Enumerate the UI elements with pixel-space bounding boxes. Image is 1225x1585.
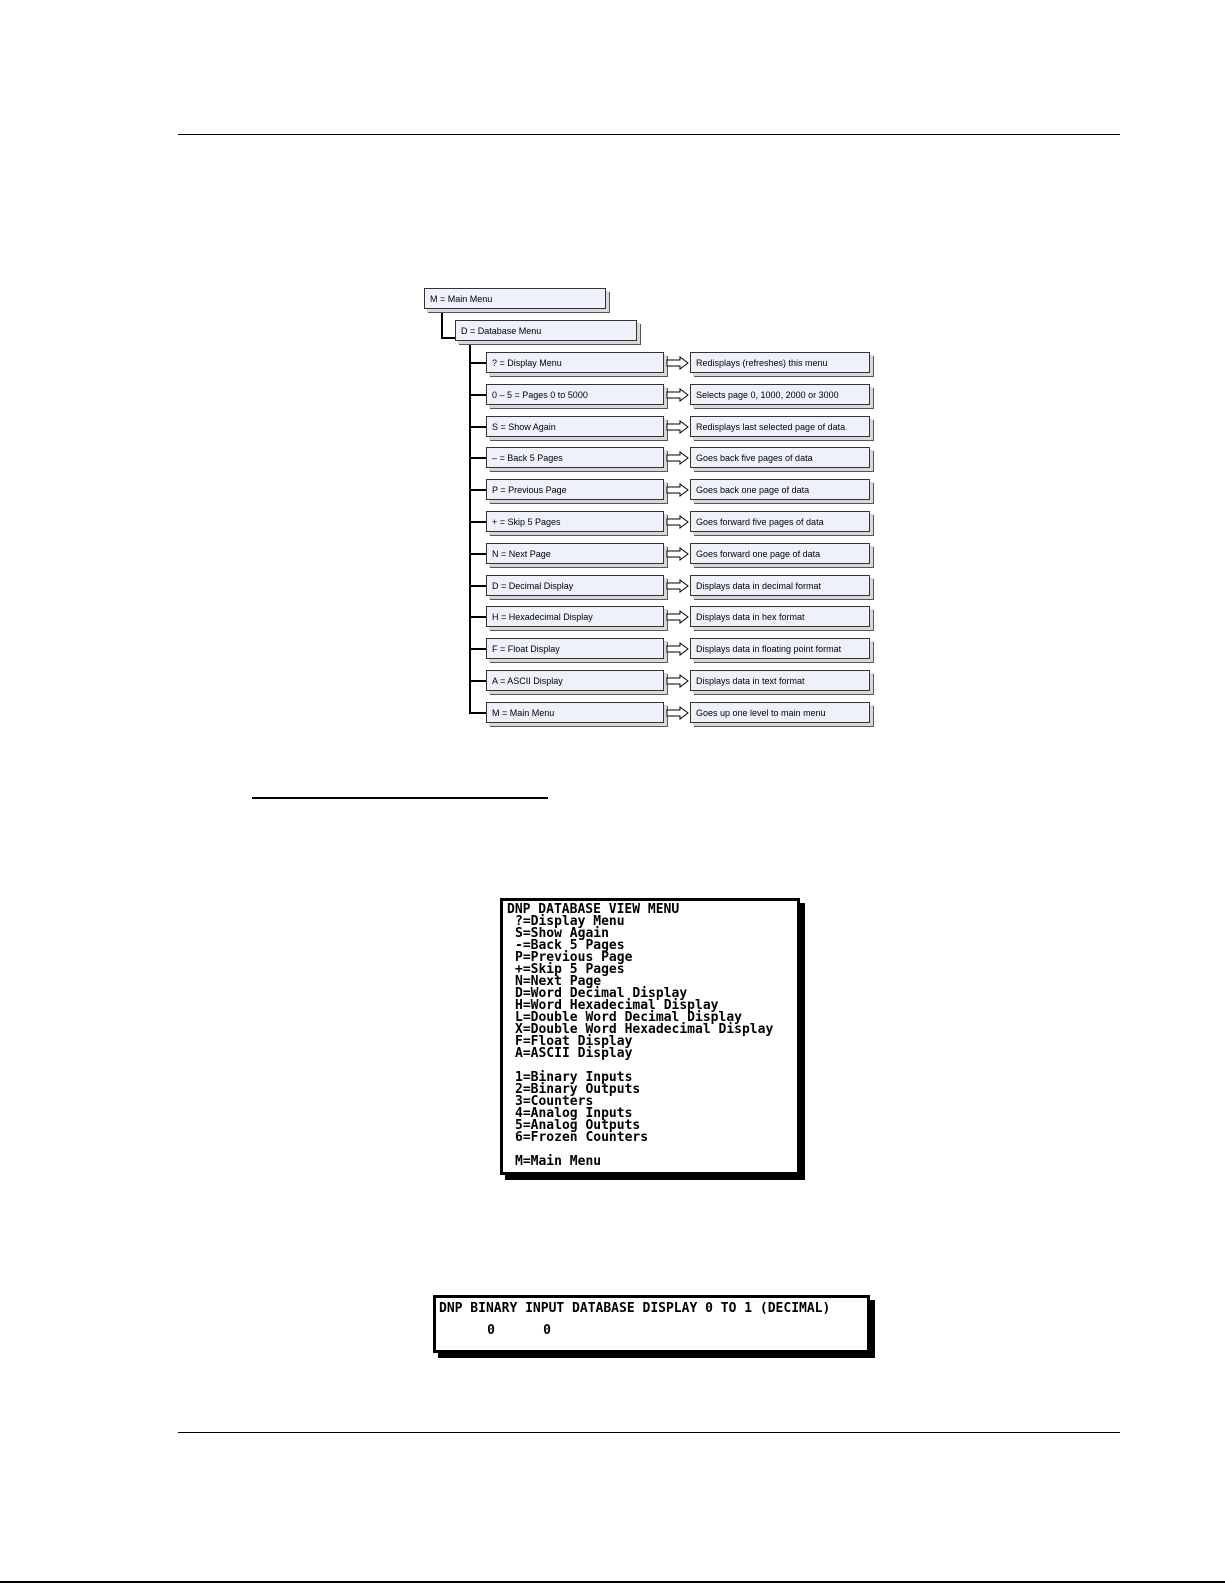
terminal-option: N=Next Page [515, 974, 602, 989]
terminal-option: H=Word Hexadecimal Display [515, 998, 719, 1013]
connector-branch [469, 680, 486, 682]
terminal-option-list [507, 916, 793, 1060]
section-heading-underline [252, 797, 548, 799]
connector-branch [469, 553, 486, 555]
main-menu-node: M = Main Menu [424, 288, 606, 309]
terminal-data-type-option: 5=Analog Outputs [515, 1118, 641, 1133]
menu-key-node: M = Main Menu [486, 702, 664, 723]
connector-branch [469, 489, 486, 491]
terminal-option: P=Previous Page [515, 950, 633, 965]
binary-input-value: 0 [543, 1323, 551, 1338]
arrow-right-icon [666, 642, 690, 656]
connector-line [441, 337, 455, 339]
menu-description-node: Goes back one page of data [690, 479, 870, 500]
menu-key-node: N = Next Page [486, 543, 664, 564]
header-rule [178, 134, 1120, 135]
connector-branch [469, 362, 486, 364]
menu-description-node: Displays data in floating point format [690, 638, 870, 659]
connector-branch [469, 521, 486, 523]
arrow-right-icon [666, 674, 690, 688]
menu-key-node: 0 – 5 = Pages 0 to 5000 [486, 384, 664, 405]
terminal-title: DNP BINARY INPUT DATABASE DISPLAY 0 TO 1 (DECIMAL) [439, 1301, 831, 1316]
menu-description-node: Goes back five pages of data [690, 447, 870, 468]
footer-rule [178, 1432, 1120, 1433]
binary-input-value: 0 [487, 1323, 495, 1338]
terminal-data-type-list [507, 1072, 793, 1144]
binary-input-display-screenshot [433, 1295, 870, 1353]
arrow-right-icon [666, 706, 690, 720]
menu-key-node: – = Back 5 Pages [486, 447, 664, 468]
terminal-data-type-option: 1=Binary Inputs [515, 1070, 633, 1085]
menu-description-node: Redisplays (refreshes) this menu [690, 352, 870, 373]
database-menu-node: D = Database Menu [455, 320, 637, 341]
terminal-option: S=Show Again [515, 926, 609, 941]
menu-key-node: D = Decimal Display [486, 575, 664, 596]
connector-branch [469, 616, 486, 618]
menu-description-node: Displays data in decimal format [690, 575, 870, 596]
terminal-option: -=Back 5 Pages [515, 938, 625, 953]
connector-branch [469, 457, 486, 459]
arrow-right-icon [666, 579, 690, 593]
menu-key-node: H = Hexadecimal Display [486, 606, 664, 627]
arrow-right-icon [666, 547, 690, 561]
menu-description-node: Redisplays last selected page of data [690, 416, 870, 437]
menu-key-node: S = Show Again [486, 416, 664, 437]
arrow-right-icon [666, 483, 690, 497]
arrow-right-icon [666, 610, 690, 624]
arrow-right-icon [666, 356, 690, 370]
menu-description-node: Goes up one level to main menu [690, 702, 870, 723]
terminal-option: +=Skip 5 Pages [515, 962, 625, 977]
menu-description-node: Goes forward one page of data [690, 543, 870, 564]
connector-branch [469, 648, 486, 650]
terminal-data-type-option: 3=Counters [515, 1094, 594, 1109]
menu-key-node: + = Skip 5 Pages [486, 511, 664, 532]
connector-branch [469, 712, 486, 714]
binary-value-row [439, 1323, 864, 1338]
terminal-title: DNP DATABASE VIEW MENU [507, 902, 680, 917]
menu-description-node: Displays data in hex format [690, 606, 870, 627]
arrow-right-icon [666, 515, 690, 529]
arrow-right-icon [666, 388, 690, 402]
terminal-option: ?=Display Menu [515, 914, 625, 929]
connector-branch [469, 394, 486, 396]
connector-line [441, 310, 443, 339]
database-view-menu-screenshot [500, 898, 800, 1175]
menu-key-node: F = Float Display [486, 638, 664, 659]
connector-trunk [469, 343, 471, 714]
terminal-option: F=Float Display [515, 1034, 633, 1049]
terminal-option: L=Double Word Decimal Display [515, 1010, 742, 1025]
menu-description-node: Selects page 0, 1000, 2000 or 3000 [690, 384, 870, 405]
menu-description-node: Goes forward five pages of data [690, 511, 870, 532]
menu-key-node: ? = Display Menu [486, 352, 664, 373]
terminal-option: X=Double Word Hexadecimal Display [515, 1022, 774, 1037]
connector-branch [469, 426, 486, 428]
menu-key-node: A = ASCII Display [486, 670, 664, 691]
terminal-data-type-option: 6=Frozen Counters [515, 1130, 649, 1145]
terminal-option: D=Word Decimal Display [515, 986, 688, 1001]
terminal-data-type-option: 4=Analog Inputs [515, 1106, 633, 1121]
page-edge-rule [0, 1581, 1225, 1583]
menu-key-node: P = Previous Page [486, 479, 664, 500]
connector-branch [469, 585, 486, 587]
arrow-right-icon [666, 420, 690, 434]
menu-description-node: Displays data in text format [690, 670, 870, 691]
arrow-right-icon [666, 451, 690, 465]
terminal-exit-option: M=Main Menu [515, 1154, 602, 1169]
terminal-option: A=ASCII Display [515, 1046, 633, 1061]
terminal-data-type-option: 2=Binary Outputs [515, 1082, 641, 1097]
